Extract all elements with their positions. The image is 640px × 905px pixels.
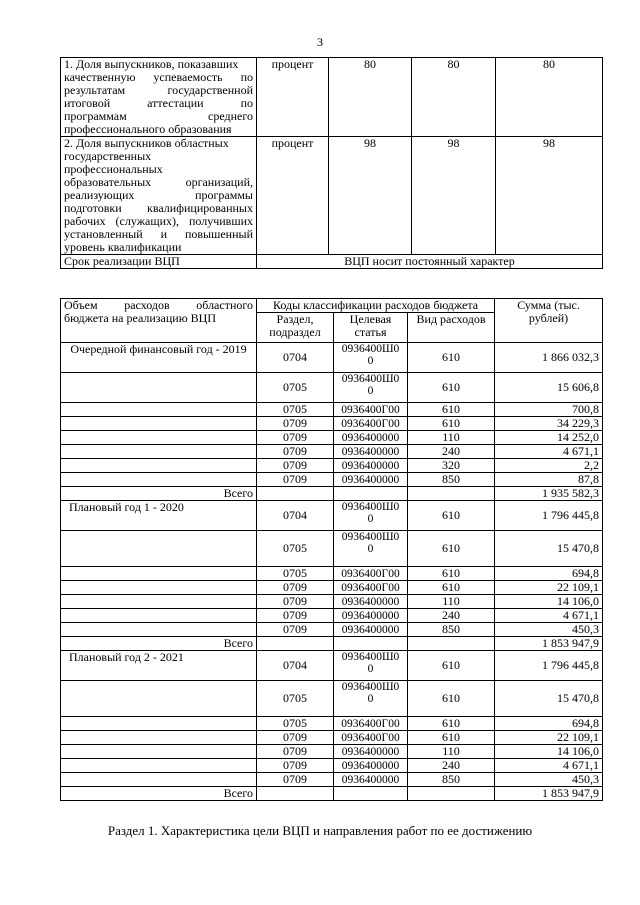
indicator-name: 1. Доля выпускников, показавших качественную успеваемость по результатам государственной итоговой аттестации по программам среднего профессионального образования [61, 58, 257, 137]
empty-cell [334, 637, 408, 651]
indicators-table [60, 57, 603, 269]
section-code: 0709 [257, 609, 334, 623]
budget-row [61, 403, 603, 417]
target-code: 0936400000 [334, 759, 408, 773]
expense-type: 110 [408, 745, 495, 759]
empty-cell [61, 403, 257, 417]
sum-value: 4 671,1 [495, 609, 603, 623]
volume-header: Объем расходов областного бюджета на реализацию ВЦП [61, 299, 257, 343]
empty-cell [408, 487, 495, 501]
expense-type: 110 [408, 595, 495, 609]
section-code: 0704 [257, 651, 334, 681]
empty-cell [334, 487, 408, 501]
expense-type: 610 [408, 681, 495, 717]
sum-value: 450,3 [495, 623, 603, 637]
type-header: Вид расходов [408, 313, 495, 343]
empty-cell [61, 445, 257, 459]
budget-row [61, 501, 603, 531]
target-code: 0936400Г00 [334, 417, 408, 431]
section-code: 0709 [257, 595, 334, 609]
target-code: 0936400Г00 [334, 567, 408, 581]
section-code: 0705 [257, 681, 334, 717]
expense-type: 610 [408, 417, 495, 431]
budget-row [61, 651, 603, 681]
sum-value: 22 109,1 [495, 581, 603, 595]
indicator-name: 2. Доля выпускников областных государственных профессиональных образовательных организаций, реализующих программы подготовки квалифицированных рабочих (служащих), получивших установленный и повышенный уровень квалификации [61, 137, 257, 255]
total-label: Всего [61, 487, 257, 501]
target-code: 0936400000 [334, 595, 408, 609]
empty-cell [61, 531, 257, 567]
target-code: 0936400Ш0 0 [334, 373, 408, 403]
sum-value: 2,2 [495, 459, 603, 473]
total-row [61, 487, 603, 501]
target-code: 0936400Ш0 0 [334, 651, 408, 681]
budget-row [61, 731, 603, 745]
budget-row [61, 567, 603, 581]
expense-type: 850 [408, 623, 495, 637]
empty-cell [334, 787, 408, 801]
expense-type: 610 [408, 343, 495, 373]
expense-type: 610 [408, 717, 495, 731]
expense-type: 240 [408, 759, 495, 773]
target-code: 0936400000 [334, 745, 408, 759]
total-value: 1 935 582,3 [495, 487, 603, 501]
sum-value: 14 252,0 [495, 431, 603, 445]
section-code: 0705 [257, 403, 334, 417]
target-code: 0936400000 [334, 445, 408, 459]
total-label: Всего [61, 637, 257, 651]
page-number: 3 [317, 35, 323, 49]
sum-value: 14 106,0 [495, 595, 603, 609]
budget-row [61, 745, 603, 759]
target-code: 0936400Г00 [334, 581, 408, 595]
target-code: 0936400Г00 [334, 731, 408, 745]
section-code: 0709 [257, 759, 334, 773]
budget-row [61, 431, 603, 445]
sum-value: 700,8 [495, 403, 603, 417]
target-code: 0936400Г00 [334, 403, 408, 417]
target-code: 0936400Ш0 0 [334, 343, 408, 373]
expense-type: 110 [408, 431, 495, 445]
empty-cell [61, 431, 257, 445]
target-code: 0936400000 [334, 609, 408, 623]
sum-header: Сумма (тыс. рублей) [495, 299, 603, 343]
budget-row [61, 531, 603, 567]
section-code: 0709 [257, 745, 334, 759]
budget-row [61, 595, 603, 609]
budget-row [61, 373, 603, 403]
budget-table [60, 298, 603, 801]
sum-value: 694,8 [495, 717, 603, 731]
section-code: 0705 [257, 717, 334, 731]
indicator-row [61, 58, 603, 137]
sum-value: 4 671,1 [495, 445, 603, 459]
budget-row [61, 759, 603, 773]
indicator-row [61, 137, 603, 255]
section-code: 0709 [257, 773, 334, 787]
target-header: Целевая статья [334, 313, 408, 343]
indicator-value: 98 [329, 137, 412, 255]
expense-type: 850 [408, 773, 495, 787]
empty-cell [408, 787, 495, 801]
indicator-value: 80 [412, 58, 496, 137]
empty-cell [61, 731, 257, 745]
target-code: 0936400Г00 [334, 717, 408, 731]
expense-type: 610 [408, 731, 495, 745]
target-code: 0936400000 [334, 473, 408, 487]
total-value: 1 853 947,9 [495, 787, 603, 801]
sum-value: 22 109,1 [495, 731, 603, 745]
sum-value: 1 796 445,8 [495, 501, 603, 531]
sum-value: 34 229,3 [495, 417, 603, 431]
expense-type: 850 [408, 473, 495, 487]
sum-value: 15 606,8 [495, 373, 603, 403]
period-label: Плановый год 1 - 2020 [61, 501, 257, 531]
sum-value: 4 671,1 [495, 759, 603, 773]
expense-type: 320 [408, 459, 495, 473]
section-code: 0709 [257, 473, 334, 487]
section-code: 0709 [257, 459, 334, 473]
section-code: 0704 [257, 343, 334, 373]
empty-cell [61, 473, 257, 487]
budget-row [61, 581, 603, 595]
budget-row [61, 473, 603, 487]
budget-row [61, 623, 603, 637]
indicator-value: 98 [496, 137, 603, 255]
section-code: 0705 [257, 531, 334, 567]
empty-cell [408, 637, 495, 651]
budget-row [61, 773, 603, 787]
budget-row [61, 681, 603, 717]
empty-cell [61, 373, 257, 403]
expense-type: 610 [408, 373, 495, 403]
budget-row [61, 609, 603, 623]
section-code: 0709 [257, 431, 334, 445]
expense-type: 610 [408, 403, 495, 417]
empty-cell [61, 623, 257, 637]
expense-type: 610 [408, 501, 495, 531]
section-code: 0709 [257, 445, 334, 459]
indicator-value: 80 [329, 58, 412, 137]
target-code: 0936400Ш0 0 [334, 531, 408, 567]
sum-value: 15 470,8 [495, 681, 603, 717]
empty-cell [61, 681, 257, 717]
codes-header: Коды классификации расходов бюджета [257, 299, 495, 313]
period-label: Очередной финансовый год - 2019 [61, 343, 257, 373]
section-code: 0705 [257, 567, 334, 581]
section-code: 0704 [257, 501, 334, 531]
period-label: Плановый год 2 - 2021 [61, 651, 257, 681]
target-code: 0936400Ш0 0 [334, 681, 408, 717]
section-code: 0705 [257, 373, 334, 403]
sum-value: 1 866 032,3 [495, 343, 603, 373]
empty-cell [61, 417, 257, 431]
section-code: 0709 [257, 417, 334, 431]
expense-type: 240 [408, 445, 495, 459]
target-code: 0936400000 [334, 459, 408, 473]
sum-value: 14 106,0 [495, 745, 603, 759]
target-code: 0936400Ш0 0 [334, 501, 408, 531]
empty-cell [61, 773, 257, 787]
sum-value: 87,8 [495, 473, 603, 487]
section-code: 0709 [257, 581, 334, 595]
indicator-unit: процент [257, 137, 329, 255]
total-row [61, 787, 603, 801]
section-code: 0709 [257, 623, 334, 637]
sum-value: 694,8 [495, 567, 603, 581]
expense-type: 240 [408, 609, 495, 623]
total-row [61, 637, 603, 651]
sum-value: 450,3 [495, 773, 603, 787]
empty-cell [61, 581, 257, 595]
target-code: 0936400000 [334, 623, 408, 637]
target-code: 0936400000 [334, 431, 408, 445]
term-value: ВЦП носит постоянный характер [257, 255, 603, 269]
section-heading: Раздел 1. Характеристика цели ВЦП и направления работ по ее достижению [107, 823, 533, 838]
empty-cell [61, 745, 257, 759]
term-label: Срок реализации ВЦП [61, 255, 257, 269]
expense-type: 610 [408, 531, 495, 567]
expense-type: 610 [408, 581, 495, 595]
total-label: Всего [61, 787, 257, 801]
budget-row [61, 717, 603, 731]
target-code: 0936400000 [334, 773, 408, 787]
indicator-value: 98 [412, 137, 496, 255]
sum-value: 15 470,8 [495, 531, 603, 567]
empty-cell [257, 487, 334, 501]
empty-cell [61, 759, 257, 773]
empty-cell [61, 459, 257, 473]
expense-type: 610 [408, 567, 495, 581]
budget-row [61, 459, 603, 473]
section-code: 0709 [257, 731, 334, 745]
budget-row [61, 445, 603, 459]
section-header: Раздел, подраздел [257, 313, 334, 343]
total-value: 1 853 947,9 [495, 637, 603, 651]
expense-type: 610 [408, 651, 495, 681]
indicator-unit: процент [257, 58, 329, 137]
empty-cell [61, 717, 257, 731]
empty-cell [61, 609, 257, 623]
sum-value: 1 796 445,8 [495, 651, 603, 681]
empty-cell [257, 787, 334, 801]
empty-cell [257, 637, 334, 651]
indicator-value: 80 [496, 58, 603, 137]
budget-row [61, 343, 603, 373]
empty-cell [61, 595, 257, 609]
empty-cell [61, 567, 257, 581]
budget-row [61, 417, 603, 431]
